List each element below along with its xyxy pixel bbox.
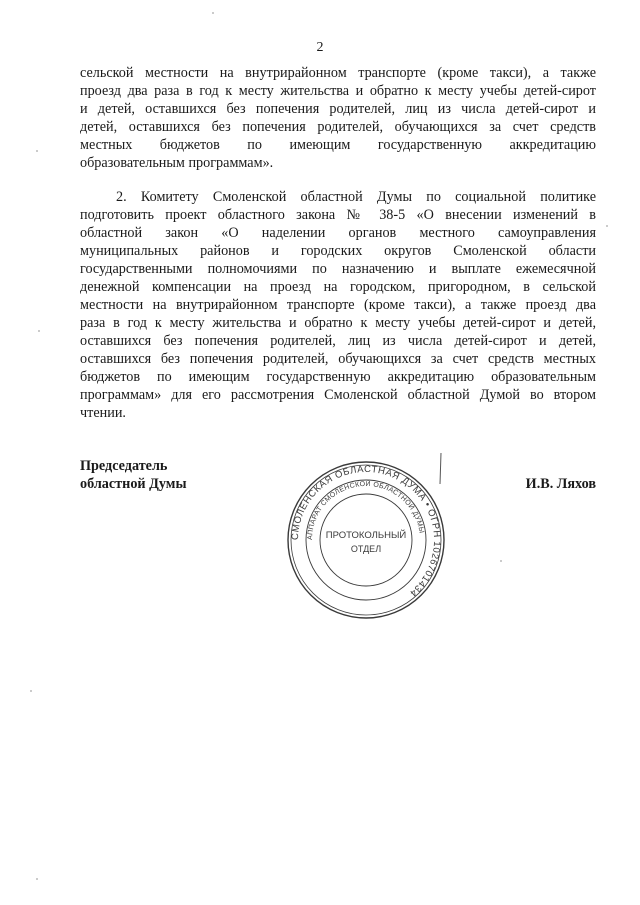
text-line: детей, оставшихся без попечения родителей, обучающихся за счет средств [80, 119, 596, 135]
signer-name: И.В. Ляхов [525, 476, 596, 492]
stamp-inner-text: АППАРАТ СМОЛЕНСКОЙ ОБЛАСТНОЙ ДУМЫ [306, 480, 425, 541]
text-line: проезд два раза в год к месту жительства и обратно к месту учебы детей-сирот [80, 83, 596, 99]
text-line: раза в год к месту жительства и обратно к месту учебы детей-сирот и детей, [80, 315, 596, 331]
text-line: сельской местности на внутрирайонном транспорте (кроме такси), а также [80, 65, 596, 81]
text-line: образовательным программам». [80, 155, 274, 171]
text-line: программам» для его рассмотрения Смоленской областной Думой во втором [80, 387, 596, 403]
text-line: подготовить проект областного закона № 38-5 «О внесении изменений в [80, 207, 596, 223]
text-line: местных бюджетов по имеющим государственную аккредитацию [80, 137, 596, 153]
text-line: оставшихся без попечения родителей, лиц из числа детей-сирот и детей, [80, 333, 596, 349]
text-line: областной закон «О наделении органов местного самоуправления [80, 225, 596, 241]
stamp-center-line1: ПРОТОКОЛЬНЫЙ [325, 530, 407, 541]
text-line: местности на внутрирайонном транспорте (кроме такси), а также проезд два [80, 297, 596, 313]
signer-title-line2: областной Думы [80, 476, 187, 492]
text-line: 2. Комитету Смоленской областной Думы по социальной политике [116, 189, 596, 205]
document-body [80, 64, 596, 422]
official-stamp [284, 458, 448, 622]
text-line: и детей, оставшихся без попечения родителей, лиц из числа детей-сирот и [80, 101, 596, 117]
text-line: оставшихся без попечения родителей, обучающихся за счет средств местных [80, 351, 596, 367]
stamp-outer-text: СМОЛЕНСКАЯ ОБЛАСТНАЯ ДУМА • ОГРН 1026701434 [289, 463, 443, 599]
paragraph-continuation [80, 64, 596, 172]
signer-title [80, 457, 187, 493]
paragraph-item-2 [80, 188, 596, 422]
text-line: чтении. [80, 405, 126, 421]
page-number: 2 [316, 40, 324, 55]
text-line: муниципальных районов и городских округов Смоленской области [80, 243, 596, 259]
text-line: государственными полномочиями по назначению и выплате ежемесячной [80, 261, 596, 277]
text-line: денежной компенсации на проезд на городском, пригородном, в сельской [80, 279, 596, 295]
signer-title-line1: Председатель [80, 458, 168, 474]
stamp-center-line2: ОТДЕЛ [350, 544, 382, 554]
text-line: бюджетов по имеющим государственную аккредитацию образовательным [80, 369, 596, 385]
